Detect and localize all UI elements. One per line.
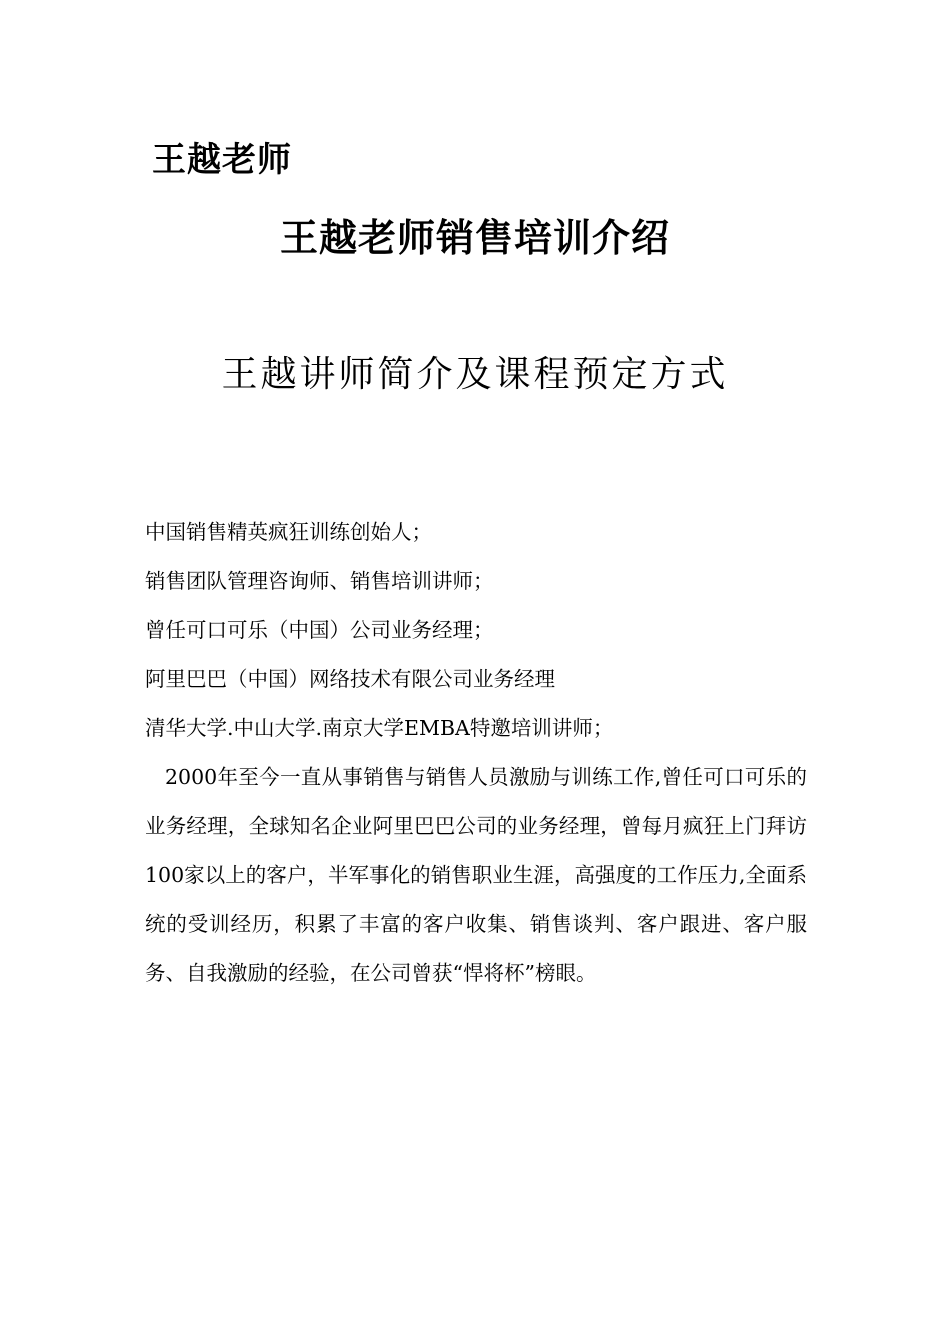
subtitle: 王越讲师简介及课程预定方式 <box>221 354 729 395</box>
bio-line: 销售团队管理咨询师、销售培训讲师； <box>145 569 494 593</box>
bio-line: 曾任可口可乐（中国）公司业务经理； <box>145 618 494 642</box>
bio-line: 阿里巴巴（中国）网络技术有限公司业务经理 <box>145 667 555 691</box>
bio-line: 中国销售精英疯狂训练创始人； <box>145 520 432 544</box>
main-title: 王越老师销售培训介绍 <box>279 215 670 260</box>
header-name: 王越老师 <box>152 140 292 180</box>
bio-line: 清华大学.中山大学.南京大学EMBA特邀培训讲师； <box>145 716 614 740</box>
bio-paragraph: 2000年至今一直从事销售与销售人员激励与训练工作,曾任可口可乐的业务经理，全球知名企业阿里巴巴公司的业务经理，曾每月疯狂上门拜访100家以上的客户，半军事化的销售职业生涯，高强度的工作压力,全面系统的受训经历，积累了丰富的客户收集、销售谈判、客户跟进、客户服务、自我激励的经验，在公司曾获“悍将杯”榜眼。 <box>145 765 807 985</box>
bio-section <box>145 508 807 998</box>
